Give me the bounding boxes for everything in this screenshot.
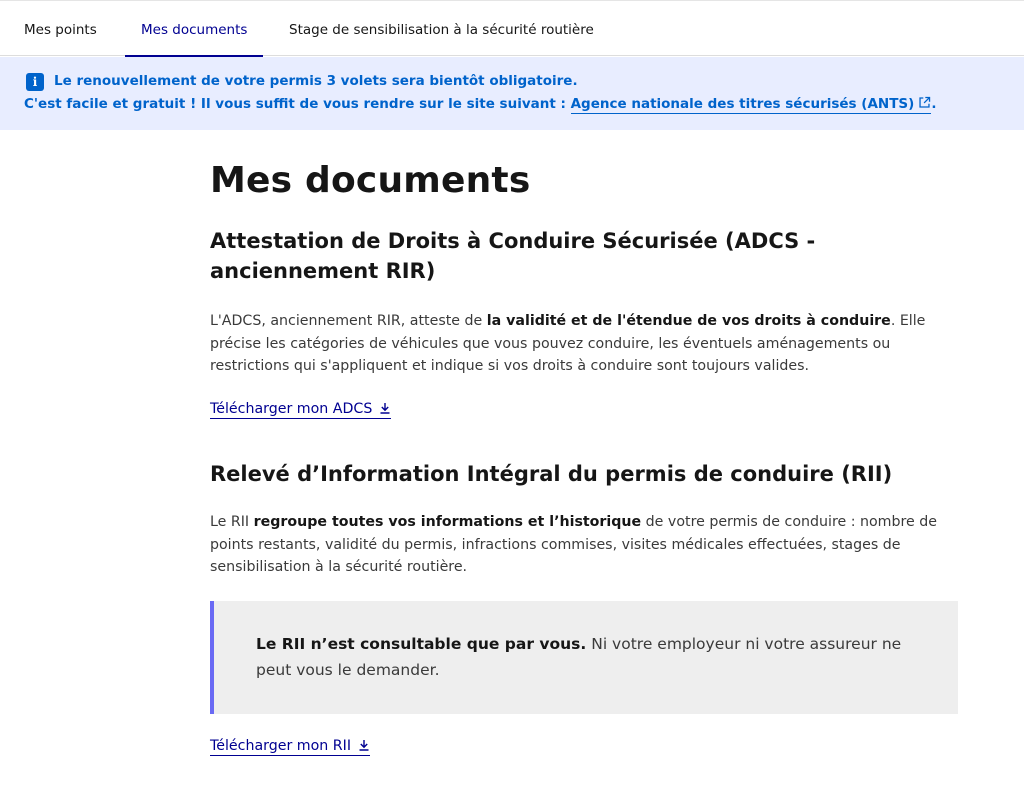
rii-description xyxy=(210,511,958,579)
notice-line-2 xyxy=(24,96,936,112)
callout-text xyxy=(256,631,916,683)
download-rii-link[interactable] xyxy=(210,738,370,756)
rii-desc-bold: regroupe toutes vos informations et l’historique xyxy=(253,514,642,530)
adcs-desc-part-2: . Elle précise les catégories de véhicules que vous pouvez conduire, les éventuels aménagements ou restrictions qui s'appliquent et indique si vos droits à conduire sont toujours valides. xyxy=(210,313,926,374)
notice-line-1: Le renouvellement de votre permis 3 volets sera bientôt obligatoire. xyxy=(54,73,578,89)
rii-desc-part-1: Le RII xyxy=(210,514,254,530)
ants-link[interactable] xyxy=(571,96,932,114)
adcs-desc-bold: la validité et de l'étendue de vos droits à conduire xyxy=(486,313,891,329)
rii-callout xyxy=(210,601,958,714)
download-rii-label: Télécharger mon RII xyxy=(210,738,352,754)
download-icon xyxy=(379,402,391,414)
rii-heading: Relevé d’Information Intégral du permis de conduire (RII) xyxy=(210,462,893,486)
notice-line-2-suffix: . xyxy=(931,96,937,112)
ants-link-label: Agence nationale des titres sécurisés (ANTS) xyxy=(570,96,915,112)
tab-mes-points[interactable]: Mes points xyxy=(24,22,97,38)
tab-bar xyxy=(0,0,1024,56)
adcs-description xyxy=(210,310,958,378)
callout-rest: Ni votre employeur ni votre assureur ne peut vous le demander. xyxy=(256,635,902,679)
tab-mes-documents[interactable]: Mes documents xyxy=(141,1,247,57)
download-icon xyxy=(358,739,370,751)
download-adcs-link[interactable] xyxy=(210,401,391,419)
tab-stage-sensibilisation[interactable]: Stage de sensibilisation à la sécurité routière xyxy=(289,22,594,38)
info-icon: i xyxy=(26,73,44,91)
callout-bold: Le RII n’est consultable que par vous. xyxy=(256,635,587,653)
adcs-heading: Attestation de Droits à Conduire Sécurisée (ADCS - anciennement RIR) xyxy=(210,229,816,283)
rii-desc-part-2: de votre permis de conduire : nombre de points restants, validité du permis, infractions commises, visites médicales effectuées, stages de sensibilisation à la sécurité routière. xyxy=(210,514,938,575)
download-adcs-label: Télécharger mon ADCS xyxy=(210,401,373,417)
notice-line-2-prefix: C'est facile et gratuit ! Il vous suffit de vous rendre sur le site suivant : xyxy=(24,96,571,112)
notice-banner xyxy=(0,57,1024,130)
adcs-desc-part-1: L'ADCS, anciennement RIR, atteste de xyxy=(210,313,487,329)
page-title: Mes documents xyxy=(210,160,531,201)
external-link-icon xyxy=(918,96,931,109)
